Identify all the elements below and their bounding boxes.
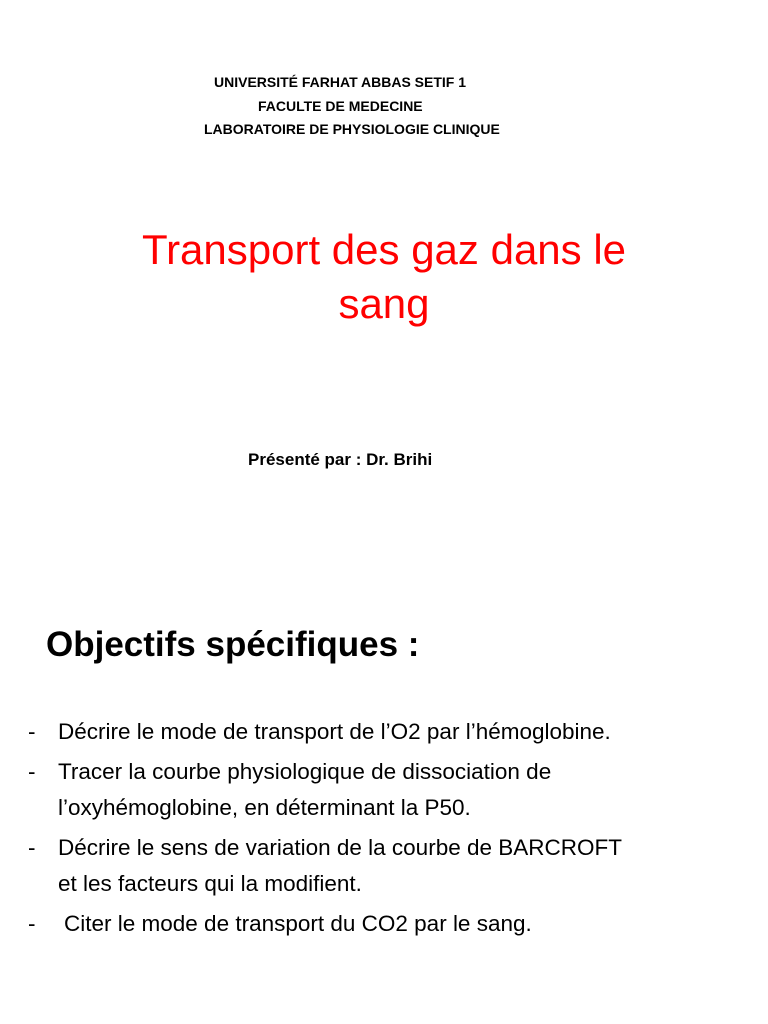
objective-text: Décrire le sens de variation de la courbe de BARCROFT [58,835,622,860]
bullet-dash: - [28,835,36,860]
presentation-title [60,223,708,331]
university-name: UNIVERSITÉ FARHAT ABBAS SETIF 1 [214,74,467,90]
bullet-dash: - [28,719,36,744]
objective-text-continued: l’oxyhémoglobine, en déterminant la P50. [58,795,471,820]
objective-item [28,754,758,826]
objective-text-continued: et les facteurs qui la modifient. [58,871,362,896]
objectives-list [28,714,758,946]
presenter-credit: Présenté par : Dr. Brihi [248,450,433,469]
objective-text: Décrire le mode de transport de l’O2 par l’hémoglobine. [58,719,611,744]
laboratory-name: LABORATOIRE DE PHYSIOLOGIE CLINIQUE [204,121,500,137]
title-line-2: sang [338,280,430,327]
bullet-dash: - [28,911,36,936]
objective-text: Citer le mode de transport du CO2 par le sang. [64,911,532,936]
title-line-1: Transport des gaz dans le [141,226,627,273]
objective-item [28,714,758,750]
objective-item [28,906,758,942]
objective-item [28,830,758,902]
objectives-heading: Objectifs spécifiques : [46,625,420,664]
faculty-name: FACULTE DE MEDECINE [258,98,423,114]
bullet-dash: - [28,759,36,784]
objective-text: Tracer la courbe physiologique de dissociation de [58,759,552,784]
